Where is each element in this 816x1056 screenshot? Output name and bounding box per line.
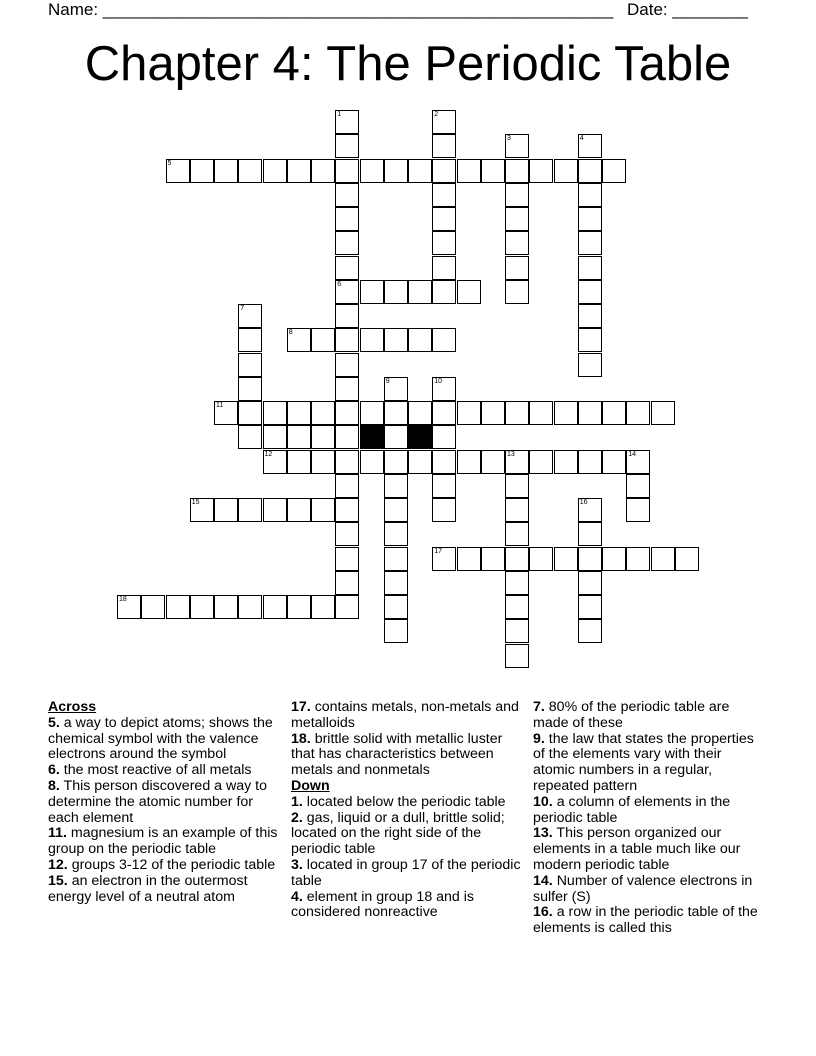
clue-text: a row in the periodic table of the elements is called this <box>533 904 758 937</box>
crossword-cell[interactable] <box>263 498 287 522</box>
clue-across-17 <box>291 700 523 732</box>
cell-number: 2 <box>434 111 439 118</box>
crossword-cell[interactable] <box>335 547 359 571</box>
crossword-cell[interactable] <box>384 571 408 595</box>
clue-across-15 <box>48 874 278 906</box>
crossword-cell[interactable] <box>384 595 408 619</box>
crossword-cell[interactable] <box>529 159 553 183</box>
crossword-cell[interactable] <box>432 231 456 255</box>
clues-column-2 <box>291 700 523 921</box>
clue-number: 15. <box>48 872 68 889</box>
crossword-cell[interactable] <box>626 474 650 498</box>
clue-text: brittle solid with metallic luster that has characteristics between metals and nonmetals <box>291 730 503 779</box>
crossword-cell[interactable] <box>238 304 262 328</box>
clue-text: This person discovered a way to determine the atomic number for each element <box>48 777 267 826</box>
crossword-cell[interactable] <box>505 256 529 280</box>
crossword-cell[interactable] <box>432 183 456 207</box>
crossword-cell[interactable] <box>360 280 384 304</box>
crossword-cell[interactable] <box>335 401 359 425</box>
crossword-cell[interactable] <box>287 425 311 449</box>
crossword-cell[interactable] <box>432 328 456 352</box>
clue-text: 80% of the periodic table are made of these <box>533 699 730 731</box>
crossword-cell[interactable] <box>505 522 529 546</box>
crossword-cell[interactable] <box>505 134 529 158</box>
crossword-cell[interactable] <box>287 595 311 619</box>
cell-number: 8 <box>288 329 293 337</box>
clue-across-12 <box>48 858 278 874</box>
crossword-cell[interactable] <box>505 450 529 474</box>
crossword-cell[interactable] <box>335 231 359 255</box>
crossword-cell[interactable] <box>505 474 529 498</box>
crossword-cell[interactable] <box>432 256 456 280</box>
crossword-cell[interactable] <box>578 619 602 643</box>
crossword-cell[interactable] <box>360 401 384 425</box>
crossword-cell[interactable] <box>360 450 384 474</box>
crossword-cell[interactable] <box>602 401 626 425</box>
clue-text: Number of valence electrons in sulfer (S) <box>533 872 753 905</box>
crossword-cell[interactable] <box>360 328 384 352</box>
crossword-cell[interactable] <box>578 328 602 352</box>
crossword-cell[interactable] <box>457 401 481 425</box>
crossword-cell[interactable] <box>335 207 359 231</box>
cell-number: 15 <box>191 499 200 506</box>
crossword-cell[interactable] <box>311 159 335 183</box>
clue-number: 5. <box>48 714 60 731</box>
crossword-cell[interactable] <box>335 425 359 449</box>
crossword-cell[interactable] <box>481 401 505 425</box>
crossword-cell[interactable] <box>602 159 626 183</box>
crossword-cell[interactable] <box>578 280 602 304</box>
clue-number: 13. <box>533 825 553 842</box>
crossword-cell[interactable] <box>214 595 238 619</box>
crossword-cell[interactable] <box>238 377 262 401</box>
crossword-cell[interactable] <box>408 450 432 474</box>
crossword-cell[interactable] <box>335 571 359 595</box>
crossword-cell[interactable] <box>311 328 335 352</box>
crossword-cell[interactable] <box>335 474 359 498</box>
cell-number: 4 <box>579 135 584 143</box>
clue-down-10 <box>533 795 765 827</box>
crossword-cell[interactable] <box>214 498 238 522</box>
clue-across-11 <box>48 826 278 858</box>
crossword-cell[interactable] <box>311 498 335 522</box>
cell-number: 12 <box>264 450 273 458</box>
crossword-cell[interactable] <box>311 425 335 449</box>
cell-number: 16 <box>579 499 588 506</box>
crossword-cell[interactable] <box>287 328 311 352</box>
crossword-cell[interactable] <box>651 401 675 425</box>
crossword-cell[interactable] <box>384 159 408 183</box>
clue-number: 11. <box>48 825 67 842</box>
clue-text: a column of elements in the periodic table <box>533 793 731 826</box>
crossword-cell[interactable] <box>505 571 529 595</box>
clue-down-13 <box>533 826 765 873</box>
crossword-cell[interactable] <box>602 450 626 474</box>
cell-number: 18 <box>119 596 127 603</box>
crossword-cell[interactable] <box>432 159 456 183</box>
crossword-cell[interactable] <box>263 450 287 474</box>
crossword-cell[interactable] <box>335 328 359 352</box>
crossword-cell[interactable] <box>578 571 602 595</box>
crossword-cell[interactable] <box>384 401 408 425</box>
clue-number: 6. <box>48 762 60 779</box>
clue-text: magnesium is an example of this group on the periodic table <box>48 825 278 858</box>
crossword-cell[interactable] <box>578 207 602 231</box>
crossword-cell[interactable] <box>481 450 505 474</box>
crossword-cell[interactable] <box>287 450 311 474</box>
clue-down-16 <box>533 905 765 937</box>
clue-number: 8. <box>48 777 60 794</box>
crossword-cell[interactable] <box>578 134 602 158</box>
crossword-cell[interactable] <box>578 256 602 280</box>
crossword-cell[interactable] <box>384 522 408 546</box>
crossword-cell[interactable] <box>432 425 456 449</box>
crossword-cell[interactable] <box>578 183 602 207</box>
crossword-cell[interactable] <box>117 595 141 619</box>
crossword-cell[interactable] <box>335 377 359 401</box>
crossword-block <box>408 425 432 449</box>
crossword-cell[interactable] <box>505 231 529 255</box>
cell-number: 7 <box>240 305 245 312</box>
crossword-cell[interactable] <box>384 619 408 643</box>
crossword-cell[interactable] <box>287 498 311 522</box>
crossword-cell[interactable] <box>626 547 650 571</box>
crossword-cell[interactable] <box>578 498 602 522</box>
clue-down-7 <box>533 700 765 732</box>
crossword-cell[interactable] <box>578 231 602 255</box>
clue-down-1 <box>291 795 523 811</box>
crossword-cell[interactable] <box>505 280 529 304</box>
crossword-cell[interactable] <box>457 280 481 304</box>
clue-number: 9. <box>533 730 545 747</box>
crossword-cell[interactable] <box>335 450 359 474</box>
clue-text: gas, liquid or a dull, brittle solid; located on the right side of the periodic table <box>291 809 505 858</box>
date-field[interactable]: Date: ________ <box>627 0 748 19</box>
crossword-cell[interactable] <box>335 522 359 546</box>
crossword-cell[interactable] <box>311 450 335 474</box>
cell-number: 11 <box>216 402 224 409</box>
crossword-cell[interactable] <box>408 159 432 183</box>
crossword-cell[interactable] <box>335 353 359 377</box>
clue-number: 10. <box>533 793 553 810</box>
crossword-cell[interactable] <box>432 401 456 425</box>
clue-number: 12. <box>48 856 68 873</box>
crossword-cell[interactable] <box>626 450 650 474</box>
crossword-cell[interactable] <box>238 401 262 425</box>
worksheet-header <box>0 0 816 20</box>
cell-number: 10 <box>434 377 443 385</box>
crossword-cell[interactable] <box>578 353 602 377</box>
crossword-cell[interactable] <box>408 328 432 352</box>
page-title: Chapter 4: The Periodic Table <box>84 37 732 91</box>
crossword-cell[interactable] <box>238 595 262 619</box>
crossword-cell[interactable] <box>190 159 214 183</box>
crossword-cell[interactable] <box>335 159 359 183</box>
down-heading: Down <box>291 777 330 794</box>
clue-number: 4. <box>291 888 303 905</box>
crossword-cell[interactable] <box>578 401 602 425</box>
clue-down-14 <box>533 874 765 906</box>
crossword-cell[interactable] <box>384 280 408 304</box>
crossword-cell[interactable] <box>457 547 481 571</box>
crossword-cell[interactable] <box>529 450 553 474</box>
crossword-cell[interactable] <box>554 159 578 183</box>
crossword-cell[interactable] <box>432 110 456 134</box>
crossword-cell[interactable] <box>335 595 359 619</box>
cell-number: 13 <box>507 450 515 458</box>
crossword-cell[interactable] <box>432 450 456 474</box>
clue-number: 7. <box>533 699 545 715</box>
crossword-cell[interactable] <box>384 377 408 401</box>
crossword-cell[interactable] <box>311 401 335 425</box>
crossword-cell[interactable] <box>166 159 190 183</box>
name-field[interactable]: Name: ______________________________________________________ <box>48 0 614 19</box>
crossword-cell[interactable] <box>287 159 311 183</box>
crossword-cell[interactable] <box>529 547 553 571</box>
crossword-cell[interactable] <box>432 377 456 401</box>
crossword-cell[interactable] <box>335 110 359 134</box>
crossword-cell[interactable] <box>602 547 626 571</box>
clue-down-2 <box>291 811 523 858</box>
cell-number: 9 <box>385 377 390 385</box>
crossword-cell[interactable] <box>432 280 456 304</box>
crossword-cell[interactable] <box>360 159 384 183</box>
crossword-cell[interactable] <box>626 401 650 425</box>
crossword-cell[interactable] <box>166 595 190 619</box>
crossword-cell[interactable] <box>263 425 287 449</box>
clue-number: 3. <box>291 856 303 873</box>
clue-text: located in group 17 of the periodic table <box>291 856 521 889</box>
clue-text: groups 3-12 of the periodic table <box>71 856 276 873</box>
clue-across-5 <box>48 716 278 763</box>
crossword-cell[interactable] <box>141 595 165 619</box>
crossword-cell[interactable] <box>457 159 481 183</box>
crossword-cell[interactable] <box>408 280 432 304</box>
clue-text: element in group 18 and is considered nonreactive <box>291 888 475 921</box>
crossword-cell[interactable] <box>214 159 238 183</box>
crossword-cell[interactable] <box>384 450 408 474</box>
crossword-cell[interactable] <box>190 595 214 619</box>
crossword-cell[interactable] <box>311 595 335 619</box>
crossword-cell[interactable] <box>190 498 214 522</box>
crossword-cell[interactable] <box>263 401 287 425</box>
crossword-cell[interactable] <box>505 498 529 522</box>
crossword-cell[interactable] <box>263 595 287 619</box>
crossword-cell[interactable] <box>335 304 359 328</box>
clue-number: 1. <box>291 793 303 810</box>
crossword-cell[interactable] <box>287 401 311 425</box>
across-heading: Across <box>48 699 97 715</box>
crossword-cell[interactable] <box>238 328 262 352</box>
clue-across-6 <box>48 763 278 779</box>
crossword-cell[interactable] <box>578 547 602 571</box>
cell-number: 17 <box>434 547 443 555</box>
clue-number: 17. <box>291 699 311 715</box>
cell-number: 5 <box>167 159 172 167</box>
crossword-cell[interactable] <box>505 644 529 668</box>
clue-number: 14. <box>533 872 553 889</box>
crossword-cell[interactable] <box>335 280 359 304</box>
crossword-cell[interactable] <box>238 159 262 183</box>
clue-text: an electron in the outermost energy level of a neutral atom <box>48 872 248 905</box>
cell-number: 14 <box>628 450 637 458</box>
crossword-cell[interactable] <box>505 595 529 619</box>
clue-text: a way to depict atoms; shows the chemical symbol with the valence electrons around the symbol <box>48 714 273 763</box>
crossword-cell[interactable] <box>578 595 602 619</box>
crossword-cell[interactable] <box>384 425 408 449</box>
clue-text: located below the periodic table <box>306 793 506 810</box>
cell-number: 1 <box>337 111 342 118</box>
crossword-block <box>360 425 384 449</box>
crossword-cell[interactable] <box>505 401 529 425</box>
crossword-cell[interactable] <box>529 401 553 425</box>
crossword-cell[interactable] <box>554 547 578 571</box>
crossword-cell[interactable] <box>481 547 505 571</box>
crossword-cell[interactable] <box>481 159 505 183</box>
crossword-cell[interactable] <box>505 207 529 231</box>
crossword-cell[interactable] <box>335 183 359 207</box>
crossword-cell[interactable] <box>457 450 481 474</box>
crossword-cell[interactable] <box>432 474 456 498</box>
crossword-cell[interactable] <box>238 425 262 449</box>
cell-number: 6 <box>337 280 342 288</box>
crossword-cell[interactable] <box>408 401 432 425</box>
crossword-cell[interactable] <box>384 498 408 522</box>
crossword-cell[interactable] <box>238 498 262 522</box>
crossword-cell[interactable] <box>554 450 578 474</box>
crossword-cell[interactable] <box>384 328 408 352</box>
crossword-cell[interactable] <box>554 401 578 425</box>
crossword-cell[interactable] <box>505 547 529 571</box>
crossword-cell[interactable] <box>626 498 650 522</box>
crossword-cell[interactable] <box>214 401 238 425</box>
crossword-cell[interactable] <box>651 547 675 571</box>
clue-number: 16. <box>533 904 553 921</box>
clue-down-3 <box>291 858 523 890</box>
crossword-cell[interactable] <box>335 134 359 158</box>
crossword-cell[interactable] <box>335 498 359 522</box>
crossword-cell[interactable] <box>432 498 456 522</box>
clue-down-9 <box>533 732 765 795</box>
clue-across-18 <box>291 732 523 779</box>
clues-column-3 <box>533 700 765 937</box>
crossword-cell[interactable] <box>432 207 456 231</box>
clue-number: 2. <box>291 809 303 826</box>
crossword-cell[interactable] <box>675 547 699 571</box>
clue-text: the most reactive of all metals <box>63 762 252 779</box>
crossword-cell[interactable] <box>335 256 359 280</box>
crossword-cell[interactable] <box>578 522 602 546</box>
crossword-cell[interactable] <box>578 304 602 328</box>
clue-number: 18. <box>291 730 311 747</box>
crossword-cell[interactable] <box>578 159 602 183</box>
crossword-cell[interactable] <box>578 450 602 474</box>
crossword-cell[interactable] <box>432 547 456 571</box>
clue-down-4 <box>291 890 523 922</box>
crossword-cell[interactable] <box>263 159 287 183</box>
crossword-cell[interactable] <box>238 353 262 377</box>
clue-text: contains metals, non-metals and metalloids <box>291 699 519 731</box>
clue-across-8 <box>48 779 278 826</box>
clue-text: This person organized our elements in a table much like our modern periodic table <box>533 825 741 873</box>
cell-number: 3 <box>507 135 511 143</box>
crossword-cell[interactable] <box>384 547 408 571</box>
crossword-cell[interactable] <box>432 134 456 158</box>
clues-column-1 <box>48 700 278 905</box>
crossword-cell[interactable] <box>505 159 529 183</box>
crossword-cell[interactable] <box>505 619 529 643</box>
crossword-cell[interactable] <box>384 474 408 498</box>
crossword-cell[interactable] <box>505 183 529 207</box>
clue-text: the law that states the properties of the elements vary with their atomic numbers in a regular, repeated pattern <box>533 730 754 794</box>
